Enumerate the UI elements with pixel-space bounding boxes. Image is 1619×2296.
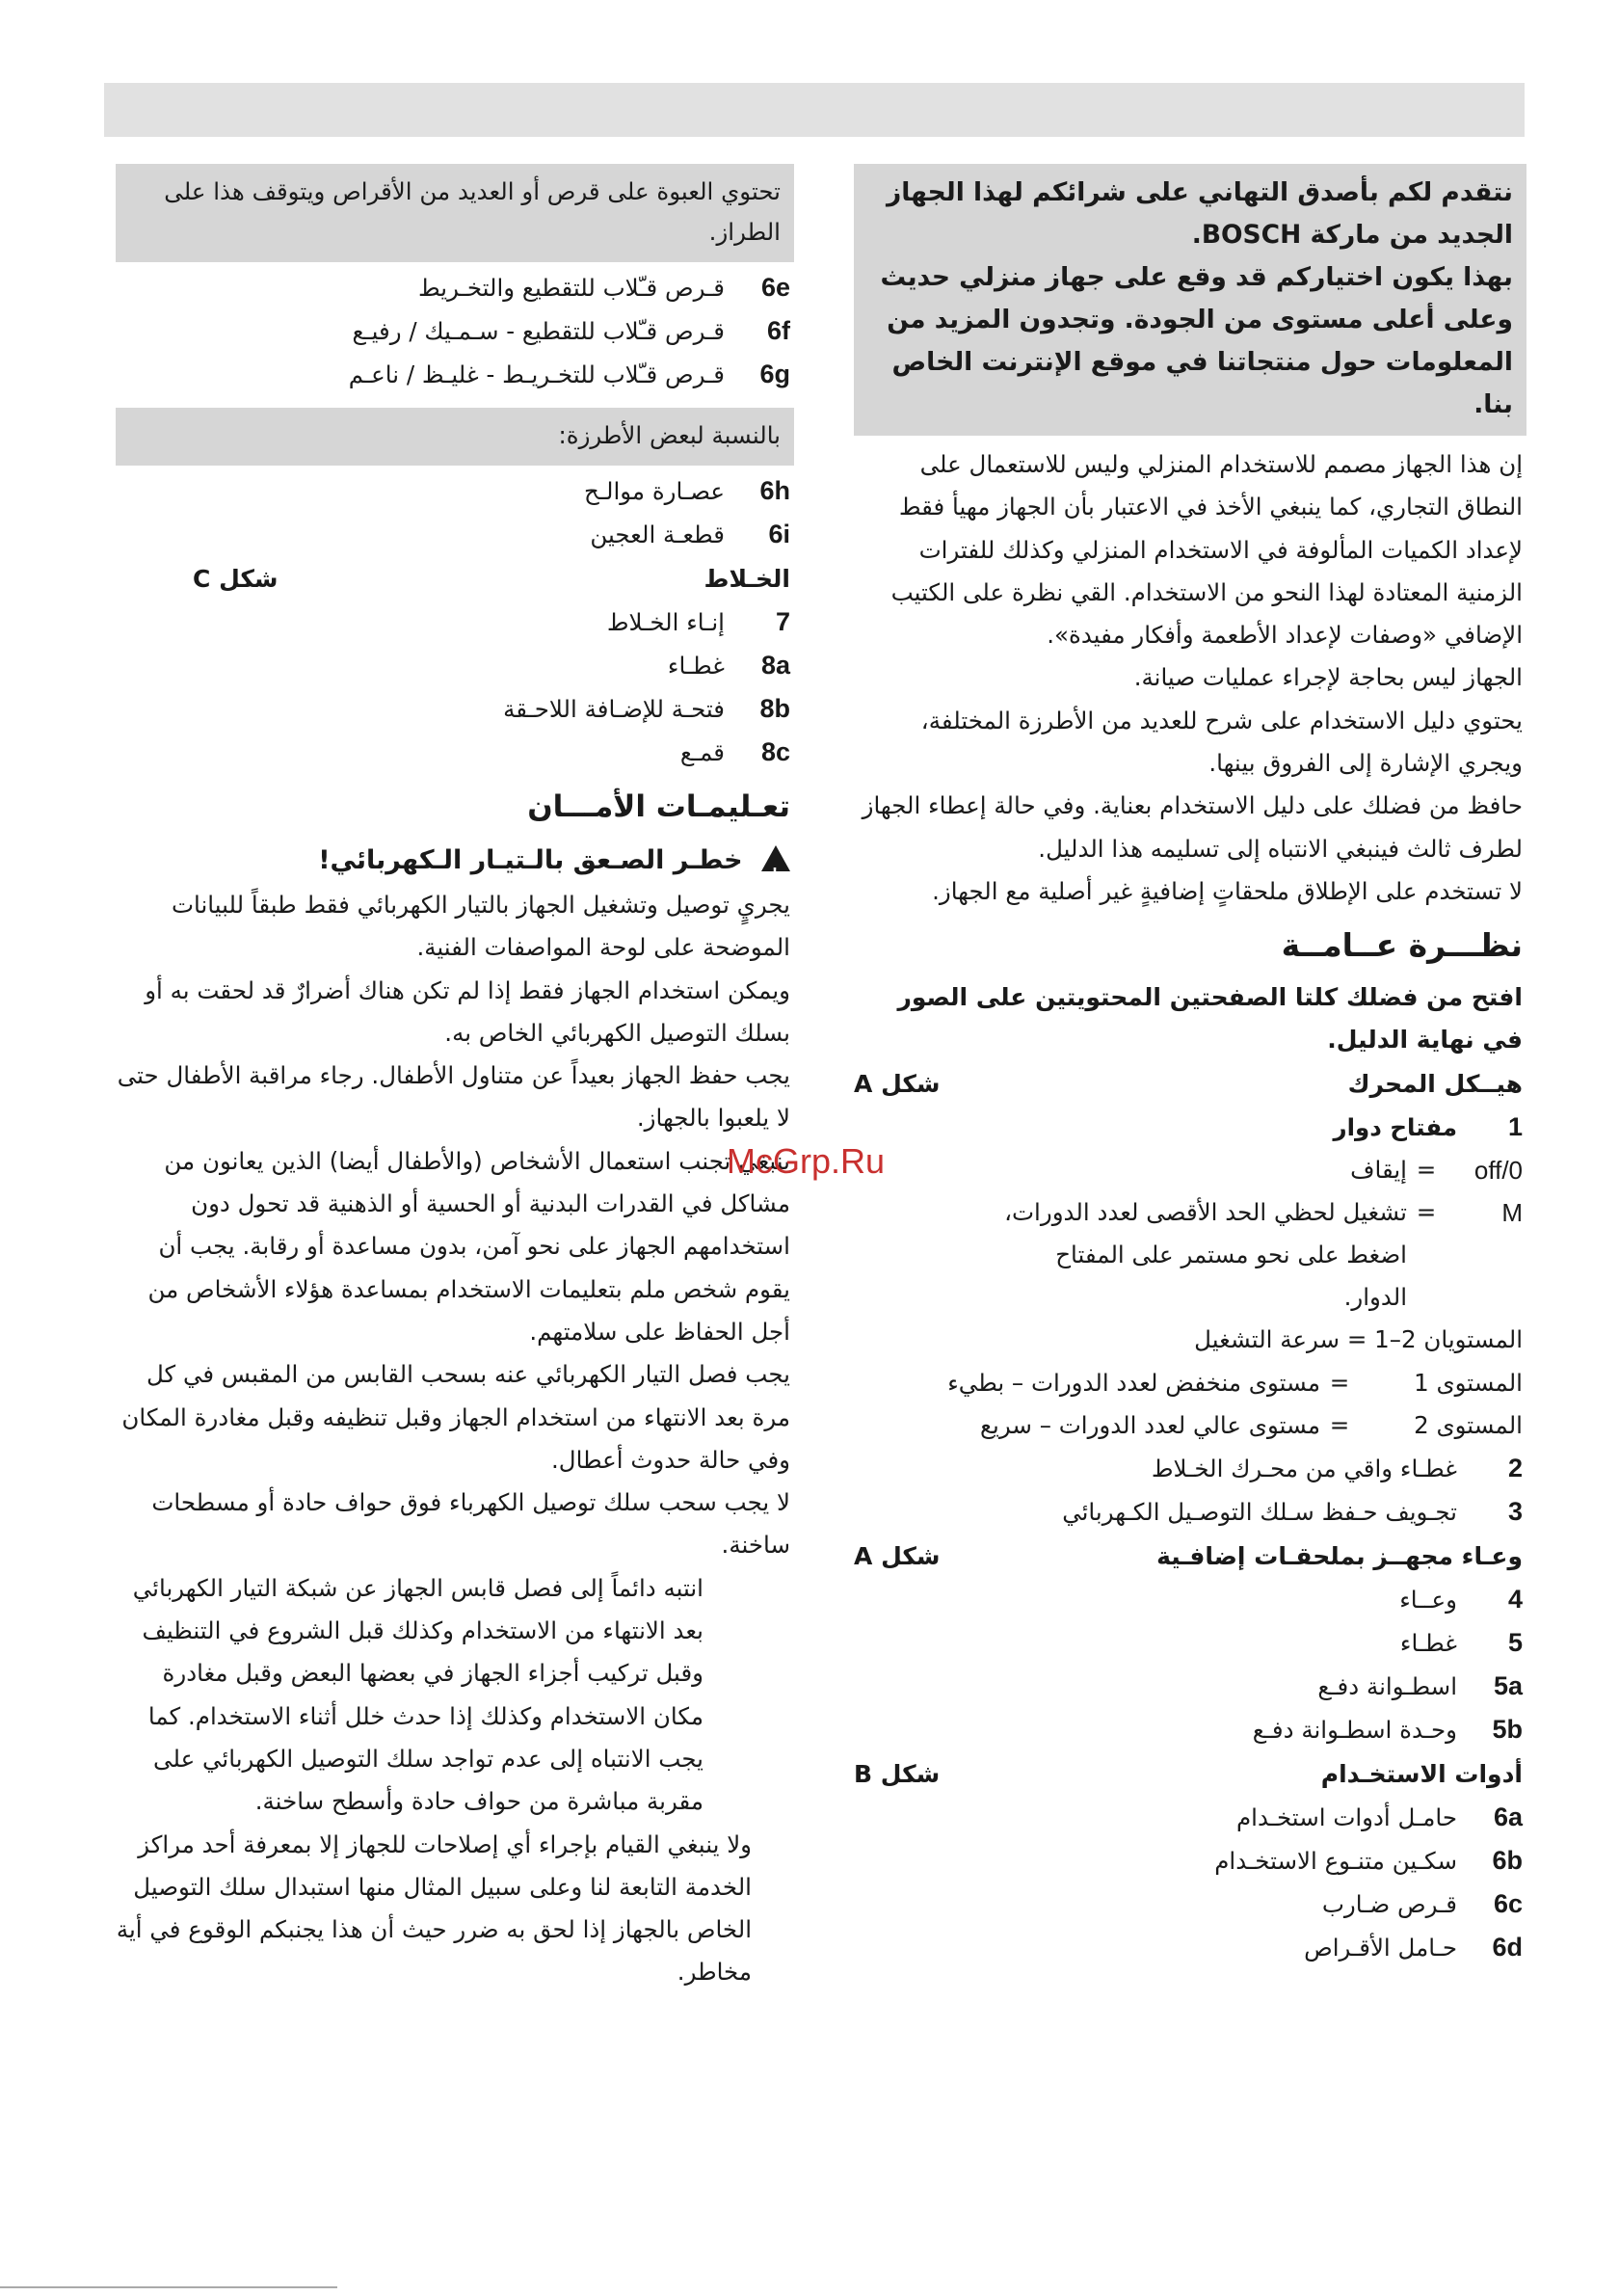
item-label: غطـاء <box>667 652 725 680</box>
figure-ref: شكل A <box>854 1541 941 1570</box>
equals-sign: = <box>1416 1198 1437 1227</box>
item-number: 6f <box>766 316 790 345</box>
item-number: 6i <box>768 520 790 548</box>
equals-sign: = <box>1416 1156 1437 1185</box>
list-item <box>854 1578 1523 1621</box>
level-value: مستوى عالي لعدد الدورات – سريع <box>980 1410 1320 1439</box>
list-item <box>854 1447 1523 1490</box>
item-label: قـرص قـّلاب للتقطيع - سـمـيك / رفيـع <box>352 317 725 345</box>
intro-box <box>854 164 1526 436</box>
paragraph-accessories: لا تستخدم على الإطلاق ملحقاتٍ إضافيةٍ غير أصلية مع الجهاز. <box>932 876 1523 905</box>
tools-heading: أدوات الاستخـدام <box>1320 1759 1523 1788</box>
item-number: 6c <box>1493 1888 1523 1918</box>
models-note-box <box>116 408 794 466</box>
header-bar <box>104 83 1525 137</box>
intro-line: الجديد من ماركة BOSCH. <box>1191 220 1513 250</box>
item-label: قـرص قـّلاب للتخـريـط - غليـظ / ناعـم <box>348 360 725 388</box>
item-number: 6e <box>760 273 790 302</box>
item-label: اسطـوانة دفـع <box>1317 1671 1457 1700</box>
item-label: عصـارة موالـح <box>583 477 725 505</box>
safety-paragraph: انتبه دائماً إلى فصل قابس الجهاز عن شبكة التيار الكهربائي بعد الانتهاء من الاستخدام وكذلك قبل الشروع في التنظيف وقبل تركيب أجزاء الجهاز في بعضها البعض وقبل مغادرة مكان الاستخدام وكذلك إذا حدث خلل أثناء الاستخدام. كما يجب الانتباه إلى عدم تواجد سلك التوصيل الكهربائي على مقربة مباشرة من حواف حادة وأسطح ساخنة. <box>132 1573 703 1816</box>
figure-ref: شكل C <box>193 565 279 593</box>
list-item <box>854 1882 1523 1926</box>
list-item <box>116 469 790 513</box>
list-item <box>116 601 790 644</box>
watermark: McGrp.Ru <box>727 1141 886 1181</box>
levels-line: المستويان 2–1 = سرعة التشغيل <box>1194 1325 1523 1354</box>
item-label: تجـويف حـفظ سـلك التوصـيل الكـهربائي <box>1062 1497 1457 1526</box>
motor-heading-row <box>854 1063 1523 1106</box>
level-row <box>854 1404 1523 1447</box>
list-item <box>116 644 790 687</box>
bowl-heading: وعـاء مجهــز بملحقـات إضافـية <box>1156 1541 1523 1570</box>
list-item <box>116 353 790 396</box>
intro-line: المعلومات حول منتجاتنا في موقع الإنترنت الخاص بنا. <box>891 347 1513 419</box>
blender-heading-row <box>116 558 790 601</box>
list-item <box>854 1621 1523 1665</box>
warning-icon <box>761 845 790 871</box>
overview-lead: افتح من فضلك كلتا الصفحتين المحتويتين على الصور في نهاية الدليل. <box>897 983 1523 1055</box>
pack-note: تحتوي العبوة على قرص أو العديد من الأقراص ويتوقف هذا على الطراز. <box>164 177 781 246</box>
list-item <box>854 1490 1523 1534</box>
safety-paragraph: يجب حفظ الجهاز بعيداً عن متناول الأطفال. رجاء مراقبة الأطفال حتى لا يلعبوا بالجهاز. <box>117 1061 790 1133</box>
item-number: 7 <box>775 607 790 636</box>
item-label: غطـاء واقي من محـرك الخـلاط <box>1151 1454 1457 1482</box>
list-item <box>854 1665 1523 1708</box>
intro-line: وعلى أعلى مستوى من الجودة. وتجدون المزيد من <box>887 305 1513 334</box>
item-label: حامـل أدوات استخـدام <box>1235 1802 1457 1831</box>
models-note: بالنسبة لبعض الأطرزة: <box>558 421 781 449</box>
level-key: المستوى 2 <box>1414 1410 1523 1439</box>
equals-sign: = <box>1329 1410 1350 1439</box>
item-number: 6h <box>759 476 790 505</box>
item-number: 3 <box>1507 1496 1523 1526</box>
motor-heading: هيــكل المحرك <box>1347 1070 1523 1099</box>
footer-line <box>0 2286 337 2288</box>
left-column <box>116 164 794 1994</box>
level-value: مستوى منخفض لعدد الدورات – بطيء <box>947 1368 1320 1397</box>
figure-ref: شكل A <box>854 1070 941 1099</box>
item-number: 8b <box>759 694 790 723</box>
item-number: 6g <box>759 360 790 388</box>
switch-key: M <box>1501 1198 1523 1228</box>
list-item <box>116 309 790 353</box>
warning-title: خطـر الصـعق بالـتيـار الـكهربائي! <box>318 845 743 875</box>
item-label: فتحـة للإضـافة اللاحـقة <box>503 695 725 723</box>
item-number: 5b <box>1492 1714 1523 1744</box>
blender-heading: الخـلاط <box>703 565 790 593</box>
item-number: 1 <box>1507 1112 1523 1142</box>
intro-line: بهذا يكون اختياركم قد وقع على جهاز منزلي حديث <box>880 262 1513 292</box>
item-number: 2 <box>1507 1453 1523 1482</box>
item-number: 4 <box>1507 1584 1523 1614</box>
item-number: 6a <box>1493 1802 1523 1831</box>
level-key: المستوى 1 <box>1414 1368 1523 1397</box>
pack-note-box <box>116 164 794 262</box>
switch-value: تشغيل لحظي الحد الأقصى لعدد الدورات، اضغط على نحو مستمر على المفتاح الدوار. <box>1004 1198 1407 1312</box>
list-item <box>854 1839 1523 1882</box>
item-number: 8c <box>760 737 790 766</box>
safety-paragraph: يجريٍ توصيل وتشغيل الجهاز بالتيار الكهربائي فقط طبقاً للبيانات الموضحة على لوحة المواصفات الفنية. <box>171 891 790 962</box>
list-item <box>854 1796 1523 1839</box>
item-label: سكـين متنـوع الاستخـدام <box>1214 1846 1457 1875</box>
item-label: حـامل الأقـراص <box>1304 1933 1457 1962</box>
switch-key: off/0 <box>1473 1156 1523 1186</box>
bowl-heading-row <box>854 1535 1523 1578</box>
switch-value: إيقاف <box>1350 1156 1407 1185</box>
intro-line: نتقدم لكم بأصدق التهاني على شرائكم لهذا الجهاز <box>886 177 1513 207</box>
switch-m-row <box>854 1191 1523 1319</box>
figure-ref: شكل B <box>854 1759 941 1788</box>
safety-paragraph: لا يجب سحب سلك توصيل الكهرباء فوق حواف حادة أو مسطحات ساخنة. <box>151 1488 790 1560</box>
safety-paragraph: يجب فصل التيار الكهربائي عنه بسحب القابس من المقبس في كل مرة بعد الانتهاء من استخدام الجهاز وقبل تنظيفه وقبل مغادرة المكان وفي حالة حدوث أعطال. <box>121 1360 790 1474</box>
paragraph-models: يحتوي دليل الاستخدام على شرح للعديد من الأطرزة المختلفة، ويجري الإشارة إلى الفروق بينها. <box>920 706 1523 778</box>
item-label: إنـاء الخـلاط <box>606 608 725 636</box>
list-item <box>116 687 790 731</box>
item-label: قمـع <box>679 738 725 766</box>
list-item <box>854 1106 1523 1149</box>
paragraph-keep-manual: حافظ من فضلك على دليل الاستخدام بعناية. وفي حالة إعطاء الجهاز لطرف ثالث فينبغي الانتباه إلى تسليمه هذا الدليل. <box>862 791 1523 863</box>
level-row <box>854 1362 1523 1404</box>
list-item <box>854 1926 1523 1969</box>
paragraph-maintenance: الجهاز ليس بحاجة لإجراء عمليات صيانة. <box>1133 663 1523 692</box>
item-label: وعــاء <box>1399 1585 1457 1614</box>
item-label: قـرص قـّلاب للتقطيع والتخـريط <box>418 274 725 302</box>
safety-paragraph: ويمكن استخدام الجهاز فقط إذا لم تكن هناك أضرارٌ قد لحقت به أو بسلك التوصيل الكهربائي الخاص به. <box>145 975 790 1047</box>
tools-heading-row <box>854 1753 1523 1796</box>
safety-title: تعـليمـات الأمـــان <box>527 789 790 824</box>
item-label: غطـاء <box>1399 1628 1457 1657</box>
overview-title: نظـــرة عــامــة <box>1281 926 1523 965</box>
item-label: قـرص ضـارب <box>1321 1889 1457 1918</box>
safety-paragraph: ينبغي تجنب استعمال الأشخاص (والأطفال أيضا) الذين يعانون من مشاكل في القدرات البدنية أو الحسية أو الذهنية قد تحول دون استخدامهم الجهاز على نحو آمن، بدون مساعدة أو رقابة. يجب أن يقوم شخص ملم بتعليمات الاستخدام بمساعدة هؤلاء الأشخاص من أجل الحفاظ على سلامتهم. <box>147 1146 790 1346</box>
item-number: 5 <box>1507 1627 1523 1657</box>
warning-title-row <box>116 838 790 884</box>
equals-sign: = <box>1329 1368 1350 1397</box>
item-number: 8a <box>760 651 790 680</box>
list-item <box>116 266 790 309</box>
safety-paragraph: ولا ينبغي القيام بإجراء أي إصلاحات للجهاز إلا بمعرفة أحد مراكز الخدمة التابعة لنا وعلى سبيل المثال منها استبدال سلك التوصيل الخاص بالجهاز إذا لحق به ضرر حيث أن هذا يجنبكم الوقوع في أية مخاطر. <box>116 1829 752 1987</box>
item-number: 5a <box>1493 1670 1523 1700</box>
right-column <box>854 164 1526 1969</box>
item-number: 6b <box>1492 1845 1523 1875</box>
paragraph-usage: إن هذا الجهاز مصمم للاستخدام المنزلي وليس للاستعمال على النطاق التجاري، كما ينبغي الأخذ في الاعتبار بأن الجهاز مهيأ فقط لإعداد الكميات المألوفة في الاستخدام المنزلي وكذلك للفترات الزمنية المعتادة لهذا النحو من الاستخدام. القي نظرة على الكتيب الإضافي «وصفات لإعداد الأطعمة وأفكار مفيدة». <box>890 450 1523 650</box>
item-label: مفتاح دوار <box>1333 1113 1457 1142</box>
item-number: 6d <box>1492 1932 1523 1962</box>
list-item <box>116 513 790 556</box>
item-label: قطعـة العجين <box>590 521 725 548</box>
item-label: وحـدة اسطـوانة دفـع <box>1252 1715 1457 1744</box>
list-item <box>854 1708 1523 1751</box>
list-item <box>116 731 790 774</box>
switch-off-row <box>854 1149 1523 1191</box>
